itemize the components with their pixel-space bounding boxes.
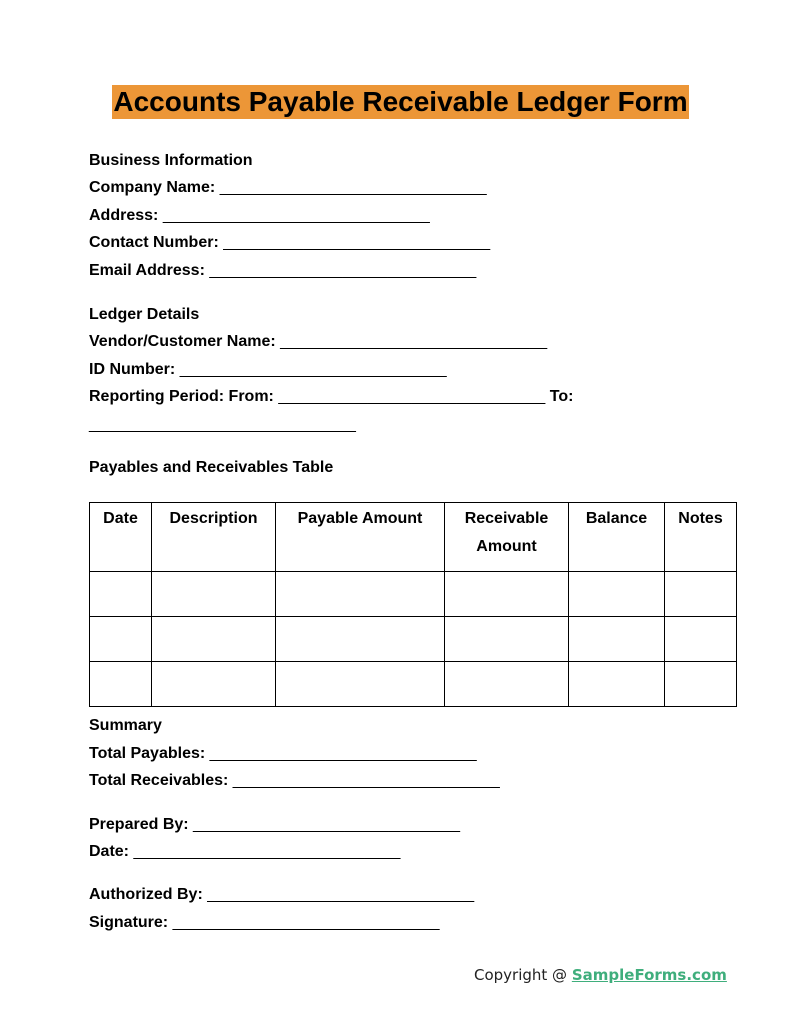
brand-link[interactable]: SampleForms.com (571, 966, 727, 984)
table-cell[interactable] (152, 662, 276, 707)
table-cell[interactable] (665, 572, 737, 617)
prepared-by-field (89, 815, 460, 835)
reporting-period-to-blank[interactable]: ______________________________ (89, 416, 356, 433)
contact-number-field (89, 233, 490, 253)
table-cell[interactable] (445, 617, 569, 662)
prepared-by-label: Prepared By: (89, 816, 189, 833)
table-header-row (90, 503, 737, 572)
table-cell[interactable] (90, 662, 152, 707)
table-cell[interactable] (665, 662, 737, 707)
signature-field (89, 913, 440, 933)
vendor-customer-label: Vendor/Customer Name: (89, 333, 276, 350)
table-row (90, 662, 737, 707)
total-payables-label: Total Payables: (89, 745, 206, 762)
business-info-heading: Business Information (89, 152, 253, 169)
total-payables-field (89, 744, 477, 764)
vendor-customer-blank[interactable]: ______________________________ (280, 333, 548, 350)
date-blank[interactable]: ______________________________ (133, 843, 401, 860)
email-address-field (89, 261, 476, 281)
table-cell[interactable] (276, 662, 445, 707)
summary-heading: Summary (89, 717, 162, 734)
copyright-footer (474, 966, 727, 984)
total-receivables-field (89, 771, 500, 791)
authorized-by-label: Authorized By: (89, 886, 203, 903)
email-address-blank[interactable]: ______________________________ (209, 262, 477, 279)
column-header-date: Date (90, 503, 152, 572)
table-cell[interactable] (90, 617, 152, 662)
copyright-text: Copyright @ (474, 966, 568, 984)
authorized-by-blank[interactable]: ______________________________ (207, 886, 475, 903)
id-number-blank[interactable]: ______________________________ (179, 361, 447, 378)
payables-receivables-table (89, 502, 737, 707)
contact-number-label: Contact Number: (89, 234, 219, 251)
reporting-period-from-label: Reporting Period: From: (89, 388, 274, 405)
signature-label: Signature: (89, 914, 169, 931)
date-label: Date: (89, 843, 130, 860)
table-cell[interactable] (445, 572, 569, 617)
company-name-label: Company Name: (89, 179, 216, 196)
column-header-balance: Balance (569, 503, 665, 572)
table-cell[interactable] (569, 572, 665, 617)
table-heading: Payables and Receivables Table (89, 459, 334, 476)
table-row (90, 617, 737, 662)
address-field (89, 206, 430, 226)
contact-number-blank[interactable]: ______________________________ (223, 234, 491, 251)
authorized-by-field (89, 885, 474, 905)
table-cell[interactable] (152, 572, 276, 617)
date-field (89, 842, 400, 862)
table-cell[interactable] (445, 662, 569, 707)
column-header-notes: Notes (665, 503, 737, 572)
address-label: Address: (89, 207, 159, 224)
total-receivables-blank[interactable]: ______________________________ (232, 772, 500, 789)
column-header-receivable-amount: Receivable Amount (445, 503, 569, 572)
table-cell[interactable] (152, 617, 276, 662)
total-receivables-label: Total Receivables: (89, 772, 229, 789)
form-title: Accounts Payable Receivable Ledger Form (113, 86, 688, 117)
signature-blank[interactable]: ______________________________ (172, 914, 440, 931)
reporting-period-from-blank[interactable]: ______________________________ (278, 388, 546, 405)
table-cell[interactable] (276, 617, 445, 662)
table-cell[interactable] (665, 617, 737, 662)
address-blank[interactable]: ______________________________ (162, 207, 430, 224)
table-cell[interactable] (569, 662, 665, 707)
email-address-label: Email Address: (89, 262, 205, 279)
id-number-label: ID Number: (89, 361, 176, 378)
prepared-by-blank[interactable]: ______________________________ (193, 816, 460, 833)
table-cell[interactable] (276, 572, 445, 617)
company-name-field (89, 178, 487, 198)
company-name-blank[interactable]: ______________________________ (219, 179, 487, 196)
column-header-description: Description (152, 503, 276, 572)
reporting-period-field (89, 387, 573, 407)
reporting-period-to-label: To: (549, 388, 574, 405)
table-row (90, 572, 737, 617)
total-payables-blank[interactable]: ______________________________ (209, 745, 477, 762)
ledger-details-heading: Ledger Details (89, 306, 200, 323)
table-cell[interactable] (90, 572, 152, 617)
id-number-field (89, 360, 447, 380)
column-header-payable-amount: Payable Amount (276, 503, 445, 572)
vendor-customer-field (89, 332, 547, 352)
table-cell[interactable] (569, 617, 665, 662)
